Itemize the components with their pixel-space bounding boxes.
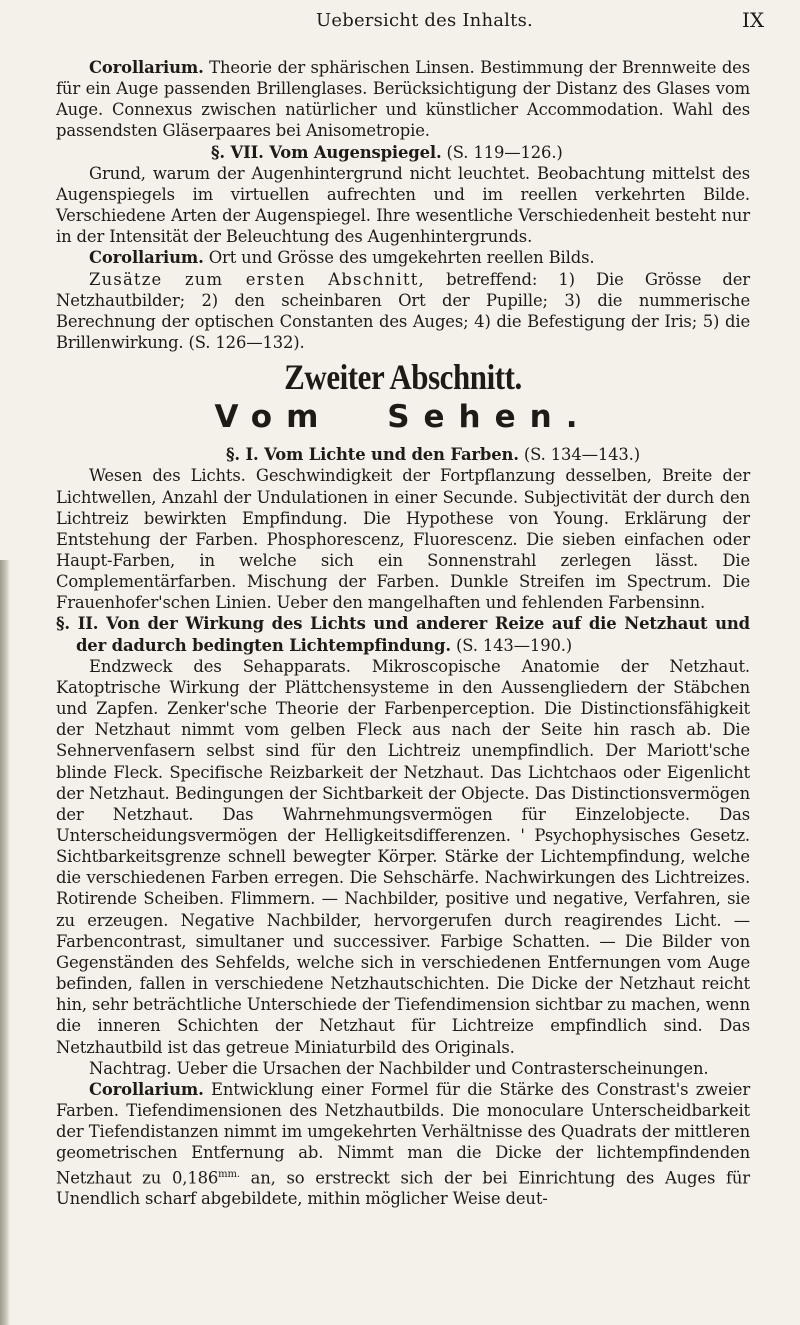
paragraph-text: Theorie der sphärischen Linsen. Bestimmung der Brennweite des für ein Auge passenden Brillenglases. Berücksichtigung der Distanz des Glases vom Auge. Connexus zwischen natürlicher und künstlicher Accommodation. Wahl des passendsten Gläserpaares bei Anisometropie. bbox=[56, 58, 750, 141]
nachtrag-paragraph: Nachtrag. Ueber die Ursachen der Nachbilder und Contrasterscheinungen. bbox=[89, 1058, 709, 1078]
section-title: §. VII. Vom Augenspiegel. bbox=[211, 142, 442, 162]
section-heading-augenspiegel bbox=[56, 142, 750, 163]
section-pages: (S. 119—126.) bbox=[441, 142, 563, 162]
section-title: §. I. Vom Lichte und den Farben. bbox=[226, 445, 519, 465]
paragraph-text: Entwicklung einer Formel für die Stärke des Constrast's zweier Farben. Tiefendimensionen des Netzhautbilds. Die monoculare Unterscheidbarkeit der Tiefendistanzen nimmt im umgekehrten Verhältnisse des Quadrats der mittleren geometrischen Entfernung ab. Nimmt man die Dicke der lichtempfindenden Netzhaut zu 0,186 bbox=[56, 1079, 750, 1187]
part-title: Zweiter Abschnitt. bbox=[284, 357, 522, 398]
zusaetze-label: Zusätze zum ersten Abschnitt, bbox=[89, 269, 425, 289]
corollarium-label: Corollarium. bbox=[89, 58, 204, 77]
section-text-licht: Wesen des Lichts. Geschwindigkeit der Fortpflanzung desselben, Breite der Lichtwellen, Anzahl der Undulationen in einer Secunde. Subjectivität der durch den Lichtreiz bewirkten Empfindung. Die Hypothese von Young. Erklärung der Entstehung der Farben. Phosphorescenz, Fluorescenz. Die sieben einfachen oder Haupt-Farben, in welche sich ein Sonnenstrahl zerlegen lässt. Die Complementärfarben. Mischung der Farben. Dunkle Streifen im Spectrum. Die Frauenhofer'schen Linien. Ueber den mangelhaften und fehlenden Farbensinn. bbox=[56, 466, 750, 613]
page-content bbox=[56, 57, 750, 1209]
section-pages: (S. 134—143.) bbox=[518, 445, 640, 465]
zusaetze-paragraph bbox=[56, 269, 750, 354]
paragraph-text: an, so erstreckt sich der bei Einrichtung des Auges für Unendlich scharf abgebildete, mithin möglicher Weise deut- bbox=[56, 1167, 750, 1209]
section-text-augenspiegel: Grund, warum der Augenhintergrund nicht leuchtet. Beobachtung mittelst des Augenspiegels im virtuellen aufrechten und im reellen verkehrten Bilde. Verschiedene Arten der Augenspiegel. Ihre wesentliche Verschiedenheit besteht nur in der Intensität der Beleuchtung des Augenhintergrunds. bbox=[56, 163, 750, 247]
section-text-netzhaut: Endzweck des Sehapparats. Mikroscopische Anatomie der Netzhaut. Katoptrische Wirkung der Plättchensysteme in den Aussengliedern der Stäbchen und Zapfen. Zenker'sche Theorie der Farbenperception. Die Distinctionsfähigkeit der Netzhaut nimmt vom gelben Fleck aus nach der Seite hin rasch ab. Die Sehnervenfasern selbst sind für den Lichtreiz unempfindlich. Der Mariott'sche blinde Fleck. Specifische Reizbarkeit der Netzhaut. Das Lichtchaos oder Eigenlicht der Netzhaut. Bedingungen der Sichtbarkeit der Objecte. Das Distinctionsvermögen der Netzhaut. Das Wahrnehmungsvermögen für Einzelobjecte. Das Unterscheidungsvermögen der Helligkeitsdifferenzen. ' Psychophysisches Gesetz. Sichtbarkeitsgrenze schnell bewegter Körper. Stärke der Lichtempfindung, welche die verschiedenen Farben erregen. Die Sehschärfe. Nachwirkungen des Lichtreizes. Rotirende Scheiben. Flimmern. — Nachbilder, positive und negative, Verfahren, sie zu erzeugen. Negative Nachbilder, hervorgerufen durch reagirendes Licht. — Farbencontrast, simultaner und successiver. Farbige Schatten. — Die Bilder von Gegenständen des Sehfelds, welche sich in verschiedenen Entfernungen vom Auge befinden, fallen in verschiedene Netzhautschichten. Die Dicke der Netzhaut reicht hin, sehr beträchtliche Unterschiede der Tiefendimension sichtbar zu machen, wenn die inneren Schichten der Netzhaut für Lichtreize empfindlich sind. Das Netzhautbild ist das getreue Miniaturbild des Originals. bbox=[56, 656, 750, 1057]
section-pages: (S. 143—190.) bbox=[450, 635, 573, 655]
corollarium-paragraph-3 bbox=[56, 1079, 750, 1209]
section-title: §. II. Von der Wirkung des Lichts und anderer Reize auf die Netzhaut und der dadurch bedingten Lichtempfindung. bbox=[56, 614, 750, 655]
corollarium-label: Corollarium. bbox=[89, 1079, 204, 1099]
running-head bbox=[0, 4, 800, 44]
corollarium-paragraph-1 bbox=[56, 57, 750, 142]
paragraph-text: Ort und Grösse des umgekehrten reellen Bilds. bbox=[203, 248, 595, 268]
page-binding-shadow bbox=[0, 560, 10, 1325]
section-heading-licht bbox=[56, 444, 750, 465]
unit-superscript: mm. bbox=[218, 1168, 240, 1180]
paragraph-text: betreffend: 1) Die Grösse der Netzhautbilder; 2) den scheinbaren Ort der Pupille; 3) die nummerische Berechnung der optischen Constanten des Auges; 4) die Befestigung der Iris; 5) die Brillenwirkung. (S. 126—132). bbox=[56, 269, 750, 353]
running-title: Uebersicht des Inhalts. bbox=[316, 10, 533, 31]
section-heading-netzhaut bbox=[56, 613, 750, 655]
corollarium-label: Corollarium. bbox=[89, 248, 204, 268]
corollarium-paragraph-2 bbox=[56, 247, 750, 268]
part-subtitle: Vom Sehen. bbox=[214, 399, 592, 436]
page-number: IX bbox=[742, 8, 765, 32]
